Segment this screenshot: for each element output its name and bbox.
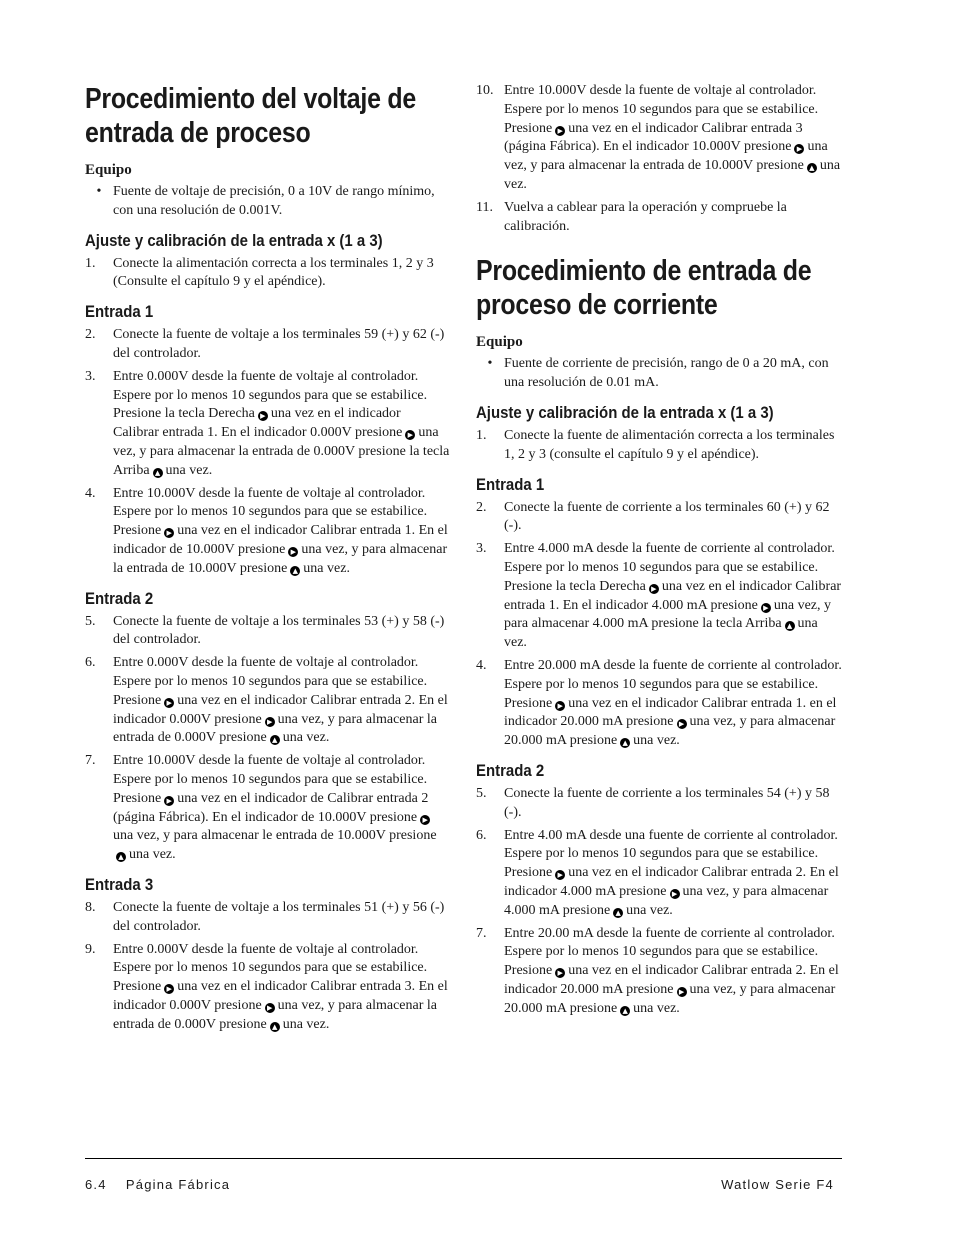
step-8: 8. Conecte la fuente de voltaje a los terminales 51 (+) y 56 (-) del controlador. <box>85 899 445 934</box>
entrada-1-heading: Entrada 1 <box>85 302 154 322</box>
step-6: 6. Entre 0.000V desde la fuente de voltaje al controlador. Espere por lo menos 10 segundos para que se estabilice. Presione ▶ una vez en el indicador Calibrar entrada 2. En el indicador 0.000V presione ▶ una vez, y para almacenar la entrada de 0.000V presione ▲ una vez. <box>85 655 448 746</box>
left-column <box>85 82 450 1038</box>
step-7: 7. Entre 20.00 mA desde la fuente de corriente al controlador. Espere por lo menos 10 segundos para que se estabilice. Presione ▶ una vez en el indicador Calibrar entrada 2. En el indicador 20.000 mA presione ▶ una vez, y para almacenar 20.000 mA presione ▲ una vez. <box>476 925 839 1016</box>
up-arrow-key-icon: ▲ <box>116 852 126 862</box>
right-arrow-key-icon: ▶ <box>555 968 565 978</box>
equipment-item: • Fuente de corriente de precisión, rango de 0 a 20 mA, con una resolución de 0.01 mA. <box>487 356 829 391</box>
setup-heading: Ajuste y calibración de la entrada x (1 a 3) <box>476 402 774 422</box>
entrada-1-heading: Entrada 1 <box>476 474 545 494</box>
entrada-2-heading: Entrada 2 <box>476 760 545 780</box>
step-10: 10. Entre 10.000V desde la fuente de voltaje al controlador. Espere por lo menos 10 segundos para que se estabilice. Presione ▶ una vez en el indicador Calibrar entrada 3 (página Fábrica). En el indicador 10.000V presione ▶ una vez, y para almacenar la entrada de 10.000V presione ▲ una vez. <box>476 83 841 192</box>
right-arrow-key-icon: ▶ <box>164 984 174 994</box>
step-2: 2. Conecte la fuente de corriente a los terminales 60 (+) y 62 (-). <box>476 499 830 534</box>
right-arrow-key-icon: ▶ <box>794 144 804 154</box>
right-arrow-key-icon: ▶ <box>164 796 174 806</box>
step-6: 6. Entre 4.00 mA desde una fuente de corriente al controlador. Espere por lo menos 10 segundos para que se estabilice. Presione ▶ una vez en el indicador Calibrar entrada 2. En el indicador 4.000 mA presione ▶ una vez, y para almacenar 4.000 mA presione ▲ una vez. <box>476 827 839 918</box>
right-arrow-key-icon: ▶ <box>164 528 174 538</box>
equipment-label: Equipo <box>476 334 523 351</box>
up-arrow-key-icon: ▲ <box>613 908 623 918</box>
equipment-item: • Fuente de voltaje de precisión, 0 a 10V de rango mínimo, con una resolución de 0.001V. <box>96 184 435 218</box>
step-5: 5. Conecte la fuente de corriente a los terminales 54 (+) y 58 (-). <box>476 785 830 820</box>
entrada-3-heading: Entrada 3 <box>85 874 154 894</box>
setup-heading: Ajuste y calibración de la entrada x (1 a 3) <box>85 230 383 250</box>
right-arrow-key-icon: ▶ <box>677 719 687 729</box>
right-arrow-key-icon: ▶ <box>288 547 298 557</box>
footer-product-label: Watlow Serie F4 <box>721 1177 834 1192</box>
footer-page-label: 6.4 Página Fábrica <box>85 1177 231 1192</box>
step-4: 4. Entre 20.000 mA desde la fuente de corriente al controlador. Espere por lo menos 10 segundos para que se estabilice. Presione ▶ una vez en el indicador Calibrar entrada 1. en el indicador 20.000 mA presione ▶ una vez, y para almacenar 20.000 mA presione ▲ una vez. <box>476 657 842 749</box>
right-arrow-key-icon: ▶ <box>670 889 680 899</box>
up-arrow-key-icon: ▲ <box>290 566 300 576</box>
right-arrow-key-icon: ▶ <box>555 126 565 136</box>
up-arrow-key-icon: ▲ <box>270 735 280 745</box>
step-7: 7. Entre 10.000V desde la fuente de voltaje al controlador. Espere por lo menos 10 segundos para que se estabilice. Presione ▶ una vez en el indicador de Calibrar entrada 2 (página Fábrica). En el indicador de 10.000V presione ▶una vez, y para almacenar le entrada de 10.000V presione▲ una vez. <box>85 753 437 863</box>
right-arrow-key-icon: ▶ <box>258 411 268 421</box>
step-1: 1. Conecte la fuente de alimentación correcta a los terminales 1, 2 y 3 (consulte el capítulo 9 y el apéndice). <box>476 427 835 462</box>
step-5: 5. Conecte la fuente de voltaje a los terminales 53 (+) y 58 (-) del controlador. <box>85 613 445 648</box>
right-arrow-key-icon: ▶ <box>265 717 275 727</box>
right-arrow-key-icon: ▶ <box>761 603 771 613</box>
up-arrow-key-icon: ▲ <box>153 468 163 478</box>
voltage-procedure-title: Procedimiento del voltaje de entrada de proceso <box>85 83 416 149</box>
right-arrow-key-icon: ▶ <box>420 815 430 825</box>
right-arrow-key-icon: ▶ <box>265 1003 275 1013</box>
up-arrow-key-icon: ▲ <box>785 621 795 631</box>
up-arrow-key-icon: ▲ <box>807 163 817 173</box>
entrada-2-heading: Entrada 2 <box>85 588 154 608</box>
right-column <box>476 82 844 1022</box>
up-arrow-key-icon: ▲ <box>270 1022 280 1032</box>
step-1: 1. Conecte la alimentación correcta a los terminales 1, 2 y 3 (Consulte el capítulo 9 y el apéndice). <box>85 255 434 290</box>
current-procedure-title: Procedimiento de entrada de proceso de corriente <box>476 255 812 322</box>
step-2: 2. Conecte la fuente de voltaje a los terminales 59 (+) y 62 (-) del controlador. <box>85 327 445 361</box>
right-arrow-key-icon: ▶ <box>405 430 415 440</box>
up-arrow-key-icon: ▲ <box>620 1006 630 1016</box>
step-9: 9. Entre 0.000V desde la fuente de voltaje al controlador. Espere por lo menos 10 segundos para que se estabilice. Presione ▶ una vez en el indicador Calibrar entrada 3. En el indicador 0.000V presione ▶ una vez, y para almacenar la entrada de 0.000V presione ▲ una vez. <box>85 941 448 1032</box>
right-arrow-key-icon: ▶ <box>555 870 565 880</box>
step-3: 3. Entre 4.000 mA desde la fuente de corriente al controlador. Espere por lo menos 10 segundos para que se estabilice. Presione la tecla Derecha ▶ una vez en el indicador Calibrar entrada 1. En el indicador 4.000 mA presione ▶ una vez, y para almacenar 4.000 mA presione la tecla Arriba ▲ una vez. <box>476 541 842 651</box>
right-arrow-key-icon: ▶ <box>677 987 687 997</box>
right-arrow-key-icon: ▶ <box>555 701 565 711</box>
right-arrow-key-icon: ▶ <box>649 584 659 594</box>
right-arrow-key-icon: ▶ <box>164 698 174 708</box>
footer-rule <box>85 1158 842 1159</box>
step-4: 4. Entre 10.000V desde la fuente de voltaje al controlador. Espere por lo menos 10 segundos para que se estabilice. Presione ▶ una vez en el indicador Calibrar entrada 1. En el indicador de 10.000V presione ▶ una vez, y para almacenar la entrada de 10.000V presione ▲ una vez. <box>85 485 448 576</box>
up-arrow-key-icon: ▲ <box>620 738 630 748</box>
step-11: 11. Vuelva a cablear para la operación y compruebe la calibración. <box>476 199 787 234</box>
equipment-label: Equipo <box>85 162 132 178</box>
step-3: 3. Entre 0.000V desde la fuente de voltaje al controlador. Espere por lo menos 10 segundos para que se estabilice. Presione la tecla Derecha ▶ una vez en el indicador Calibrar entrada 1. En el indicador 0.000V presione ▶ una vez, y para almacenar la entrada de 0.000V presione la tecla Arriba ▲ una vez. <box>85 368 450 478</box>
